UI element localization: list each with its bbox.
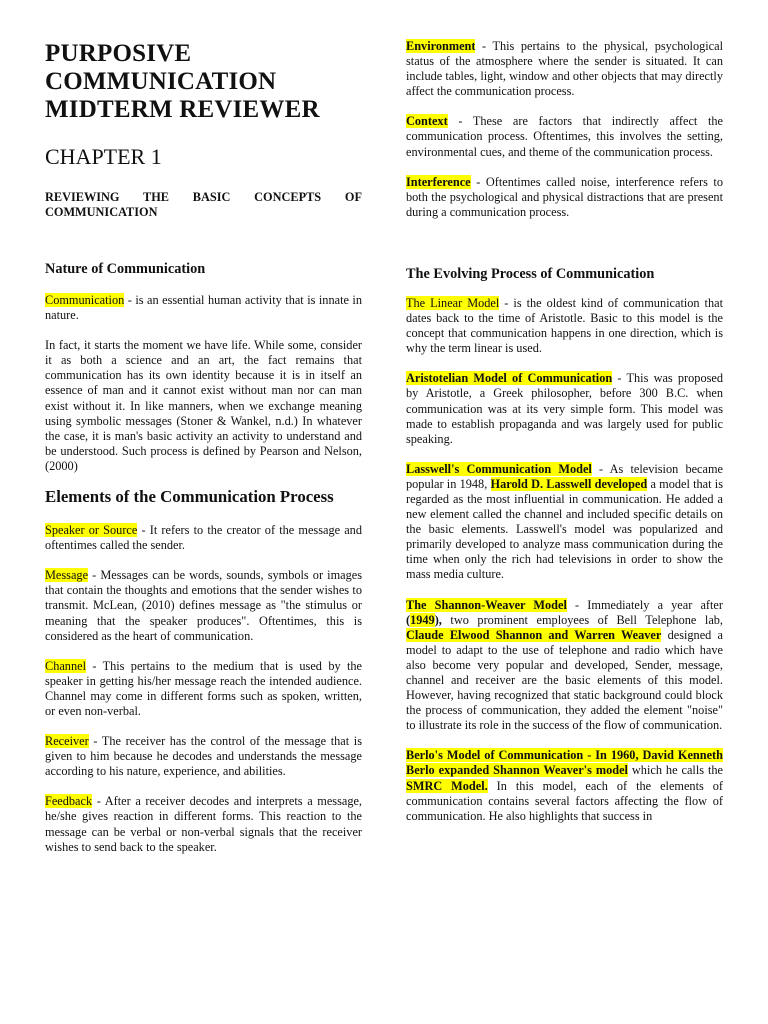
- section-heading-evolving: The Evolving Process of Communication: [406, 265, 655, 282]
- title-line-3: MIDTERM REVIEWER: [45, 96, 320, 123]
- model-berlo: [406, 748, 723, 823]
- term-linear-model: The Linear Model: [406, 295, 500, 310]
- model-lasswell: [406, 462, 723, 583]
- title-line-2: COMMUNICATION: [45, 68, 277, 95]
- term-channel: Channel: [45, 658, 86, 673]
- chapter-subtitle: REVIEWING THE BASIC CONCEPTS OF COMMUNICATION: [45, 190, 362, 219]
- term-communication: Communication: [45, 293, 125, 307]
- shannon-text-3: designed a model to adapt to the use of telephone and radio which have also become very popular and developed, Sender, message, channel and receiver are the basic elements of this model. However, having recognized that static background could block the process of communication, they added the element "noise" to illustrate its role in the success of the flow of communication.: [406, 627, 723, 733]
- term-berlo: Berlo's Model of Communication - In 1960, David Kenneth Berlo expanded Shannon Weaver's model: [406, 748, 723, 778]
- chapter-heading: CHAPTER 1: [45, 144, 162, 169]
- element-receiver: [45, 734, 362, 779]
- element-context: [406, 114, 723, 159]
- linear-text: - is the oldest kind of communication that dates back to the time of Aristotle. Basic to this model is the concept that communication happens in one direction, which is why the term linear is used.: [406, 295, 724, 356]
- berlo-smrc: SMRC Model.: [406, 778, 488, 793]
- shannon-text-1: - Immediately a year after: [566, 597, 723, 612]
- term-context: Context: [406, 114, 448, 129]
- term-environment: Environment: [406, 39, 476, 53]
- model-linear: [406, 296, 723, 356]
- term-shannon-weaver: The Shannon-Weaver Model: [406, 597, 567, 612]
- model-shannon-weaver: [406, 598, 723, 734]
- interference-text: - Oftentimes called noise, interference refers to both the psychological and physical distractions that are present during a communication process.: [406, 174, 723, 219]
- term-message: Message: [45, 568, 89, 583]
- element-speaker: [45, 523, 362, 553]
- term-receiver: Receiver: [45, 734, 89, 749]
- feedback-text: - After a receiver decodes and interprets a message, he/she gives reaction in different forms. This reaction to the message can be verbal or non-verbal signals that the receiver wishes to send back to the speaker.: [45, 794, 362, 854]
- berlo-text-1: which he calls the: [627, 763, 723, 778]
- speaker-text: - It refers to the creator of the message and oftentimes called the sender.: [45, 523, 362, 553]
- left-column: [45, 36, 362, 855]
- model-aristotelian: [406, 371, 723, 446]
- shannon-open-paren: (: [406, 612, 411, 627]
- context-text: - These are factors that indirectly affect the communication process. Oftentimes, this involves the setting, environmental cues, and theme of the communication process.: [406, 114, 723, 159]
- lasswell-text-2: a model that is regarded as the most influential in communication. He added a new element called the channel and included specific details on the basic elements. Lasswell's model was popularized and primarily developed to analyze mass communication during the time when only the rich had televisions in order to show the mass media culture.: [406, 476, 723, 582]
- term-lasswell: Lasswell's Communication Model: [406, 461, 592, 476]
- message-text: - Messages can be words, sounds, symbols or images that contain the thoughts and emotions that the sender wishes to transmit. McLean, (2010) defines message as "the stimulus or meaning that the speaker produces". Oftentimes, this is considered as the heart of communication.: [45, 568, 362, 643]
- term-feedback: Feedback: [45, 794, 93, 809]
- communication-def-text: - is an essential human activity that is innate in nature.: [45, 293, 362, 323]
- element-environment: [406, 39, 723, 99]
- shannon-names: Claude Elwood Shannon and Warren Weaver: [406, 627, 662, 642]
- title-line-1: PURPOSIVE: [45, 40, 192, 67]
- lasswell-name: Harold D. Lasswell developed: [490, 476, 648, 491]
- shannon-close-paren: ),: [434, 612, 442, 627]
- lasswell-text-1: - As television became popular in 1948,: [406, 461, 723, 491]
- element-channel: [45, 659, 362, 719]
- shannon-text-2: two prominent employees of Bell Telephone lab,: [441, 612, 723, 627]
- right-column: [406, 39, 723, 824]
- element-interference: [406, 175, 723, 220]
- term-aristotelian: Aristotelian Model of Communication: [406, 371, 613, 386]
- section-heading-nature: Nature of Communication: [45, 261, 206, 277]
- element-message: [45, 568, 362, 643]
- communication-definition: [45, 293, 362, 323]
- channel-text: - This pertains to the medium that is used by the speaker in getting his/her message reach the intended audience. Channel may come in different forms such as spoken, written, or even non-verbal.: [45, 658, 362, 718]
- environment-text: - This pertains to the physical, psychological status of the atmosphere where the sender is situated. It can include tables, light, window and other objects that may directly affect the communication process.: [406, 39, 723, 99]
- nature-paragraph: In fact, it starts the moment we have life. While some, consider it as both a science and an art, the fact remains that communication has its own identity because it is in itself an essence of man and it cannot exist without man nor can man exist without it. In like manners, when we exchange meaning using symbolic messages (Stoner & Wankel, n.d.) In whatever the case, it is man's basic activity an activity to understand and be understood. Such process is defined by Pearson and Nelson, (2000): [45, 338, 362, 473]
- shannon-year: 1949: [410, 612, 435, 627]
- term-interference: Interference: [406, 174, 471, 189]
- berlo-text-2: In this model, each of the elements of communication contains several factors affecting the flow of communication. He also highlights that success in: [406, 778, 723, 823]
- document-title: [45, 40, 362, 124]
- receiver-text: - The receiver has the control of the message that is given to him because he decodes and understands the message according to his nature, experience, and abilities.: [45, 734, 362, 779]
- aristotelian-text: - This was proposed by Aristotle, a Greek philosopher, before 300 B.C. when communication was at its very simple form. This model was made to establish propaganda and was largely used for public speaking.: [406, 371, 723, 446]
- term-speaker: Speaker or Source: [45, 523, 138, 538]
- section-heading-elements: Elements of the Communication Process: [45, 487, 334, 507]
- element-feedback: [45, 794, 362, 854]
